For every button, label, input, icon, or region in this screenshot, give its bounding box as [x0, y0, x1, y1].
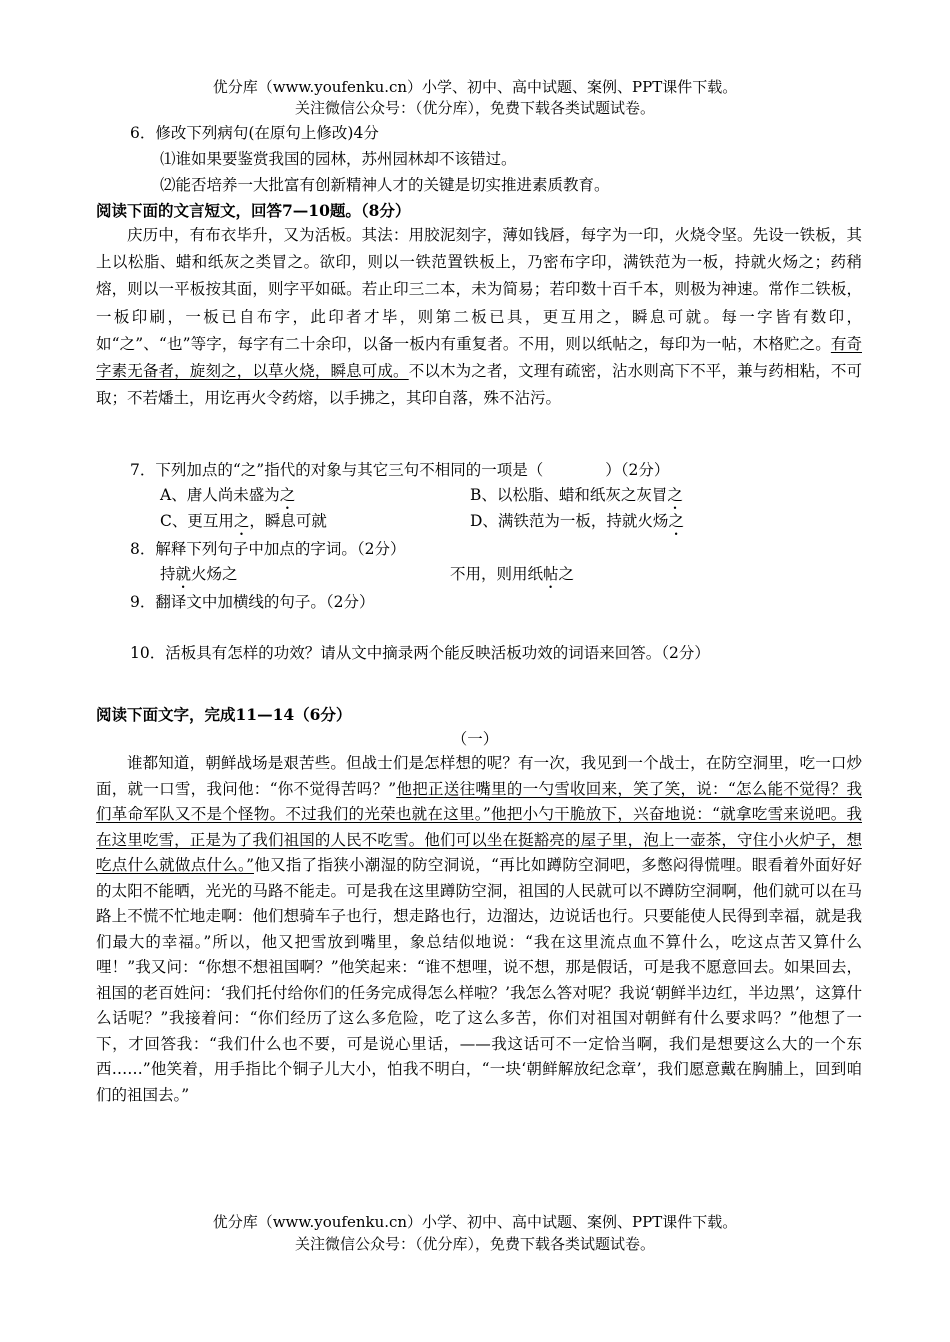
footer-line-2: 关注微信公众号：（优分库），免费下载各类试题试卷。: [294, 1235, 655, 1253]
q10-stem: 10．活板具有怎样的功效？请从文中摘录两个能反映活板功效的词语来回答。（2分）: [130, 644, 710, 662]
classical-heading: 阅读下面的文言短文，回答7—10题。（8分）: [96, 201, 411, 220]
classical-passage-part1: 庆历中，有布衣毕升，又为活板。其法：用胶泥刻字，薄如钱唇，每字为一印，火烧令坚。先设一铁板，其上以松脂、蜡和纸灰之类冒之。欲印，则以一铁范置铁板上，乃密布字印，满铁范为一板，持就火炀之；药稍熔，则以一平板按其面，则字平如砥。若止印三二本，未为简易；若印数十百千本，则极为神速。常作二铁板，一板印刷，一板已自布字，此印者才毕，则第二板已具，更互用之，瞬息可就。每一字皆有数印，如“之”、“也”等字，每字有二十余印，以备一板内有重复者。不用，则以纸帖之，每印为一帖，木格贮之。: [96, 226, 862, 353]
classical-passage-part2: 不以木为之者，文理有疏密，沾水则高下不平，兼与药相粘，不可取；不若燔土，用讫再火令药熔，以手拂之，其印自落，殊不沾污。: [96, 362, 862, 408]
q8-word-1: 持就火炀之: [160, 565, 238, 583]
footer-line-1: 优分库（www.youfenku.cn）小学、初中、高中试题、案例、PPT课件下载。: [212, 1213, 738, 1231]
modern-part-label: （一）: [451, 730, 499, 748]
q6-sentence-2: ⑵能否培养一大批富有创新精神人才的关键是切实推进素质教育。: [160, 176, 610, 194]
header-line-1: 优分库（www.youfenku.cn）小学、初中、高中试题、案例、PPT课件下载。: [212, 78, 738, 96]
q6-sentence-1: ⑴谁如果要鉴赏我国的园林，苏州园林却不该错过。: [160, 150, 517, 168]
q7-option-d: D、满铁范为一板，持就火炀之: [470, 512, 684, 530]
modern-passage-b: 他又指了指狭小潮湿的防空洞说，“再比如蹲防空洞吧，多憋闷得慌哩。眼看着外面好好的太阳不能晒，光光的马路不能走。可是我在这里蹲防空洞，祖国的人民就可以不蹲防空洞啊，他们就可以在马路上不慌不忙地走啊：他们想骑车子也行，想走路也行，边溜达，边说话也行。只要能使人民得到幸福，就是我们最大的幸福。”所以，他又把雪放到嘴里，象总结似地说：“我在这里流点血不算什么，吃这点苦又算什么哩！”我又问：“你想不想祖国啊？”他笑起来：“谁不想哩，说不想，那是假话，可是我不愿意回去。如果回去，祖国的老百姓问：‘我们托付给你们的任务完成得怎么样啦？’我怎么答对呢？我说‘朝鲜半边红，半边黑’，这算什么话呢？”我接着问：“你们经历了这么多危险，吃了这么多苦，你们对祖国对朝鲜有什么要求吗？”他想了一下，才回答我：“我们什么也不要，可是说心里话，——我这话可不一定恰当啊，我们是想要这么大的一个东西……”他笑着，用手指比个铜子儿大小，怕我不明白，“一块‘朝鲜解放纪念章’，我们愿意戴在胸脯上，回到咱们的祖国去。”: [96, 856, 862, 1104]
classical-underlined-sentence: 有奇字素无备者，旋刻之，以草火烧，瞬息可成。: [96, 334, 862, 381]
q7-option-c: C、更互用之，瞬息可就: [160, 512, 327, 530]
classical-passage: [96, 222, 862, 412]
header-line-2: 关注微信公众号：（优分库），免费下载各类试题试卷。: [294, 99, 655, 117]
modern-underlined-passage: 他把正送往嘴里的一勺雪收回来，笑了笑，说：“怎么能不觉得？我们革命军队又不是个怪物。不过我们的光荣也就在这里。”他把小勺干脆放下，兴奋地说：“就拿吃雪来说吧。我在这里吃雪，正是为了我们祖国的人民不吃雪。他们可以坐在挺豁亮的屋子里，泡上一壶茶，守住小火炉子，想吃点什么就做点什么。”: [96, 779, 862, 874]
q7-stem: 7．下列加点的“之”指代的对象与其它三句不相同的一项是（ ）（2分）: [130, 461, 670, 479]
q7-option-a: A、唐人尚未盛为之: [160, 486, 296, 504]
modern-passage-a: 谁都知道，朝鲜战场是艰苦些。但战士们是怎样想的呢？有一次，我见到一个战士，在防空洞里，吃一口炒面，就一口雪，我问他：“你不觉得苦吗？”: [96, 754, 862, 798]
modern-passage: [96, 751, 862, 1108]
q8-stem: 8．解释下列句子中加点的字词。（2分）: [130, 540, 406, 558]
modern-heading: 阅读下面文字，完成11—14（6分）: [96, 705, 352, 724]
q9-stem: 9．翻译文中加横线的句子。（2分）: [130, 593, 375, 611]
q7-option-b: B、以松脂、蜡和纸灰之灰冒之: [470, 486, 683, 504]
q6-title: 6．修改下列病句(在原句上修改)4分: [130, 124, 379, 142]
q8-word-2: 不用，则用纸帖之: [450, 565, 575, 583]
